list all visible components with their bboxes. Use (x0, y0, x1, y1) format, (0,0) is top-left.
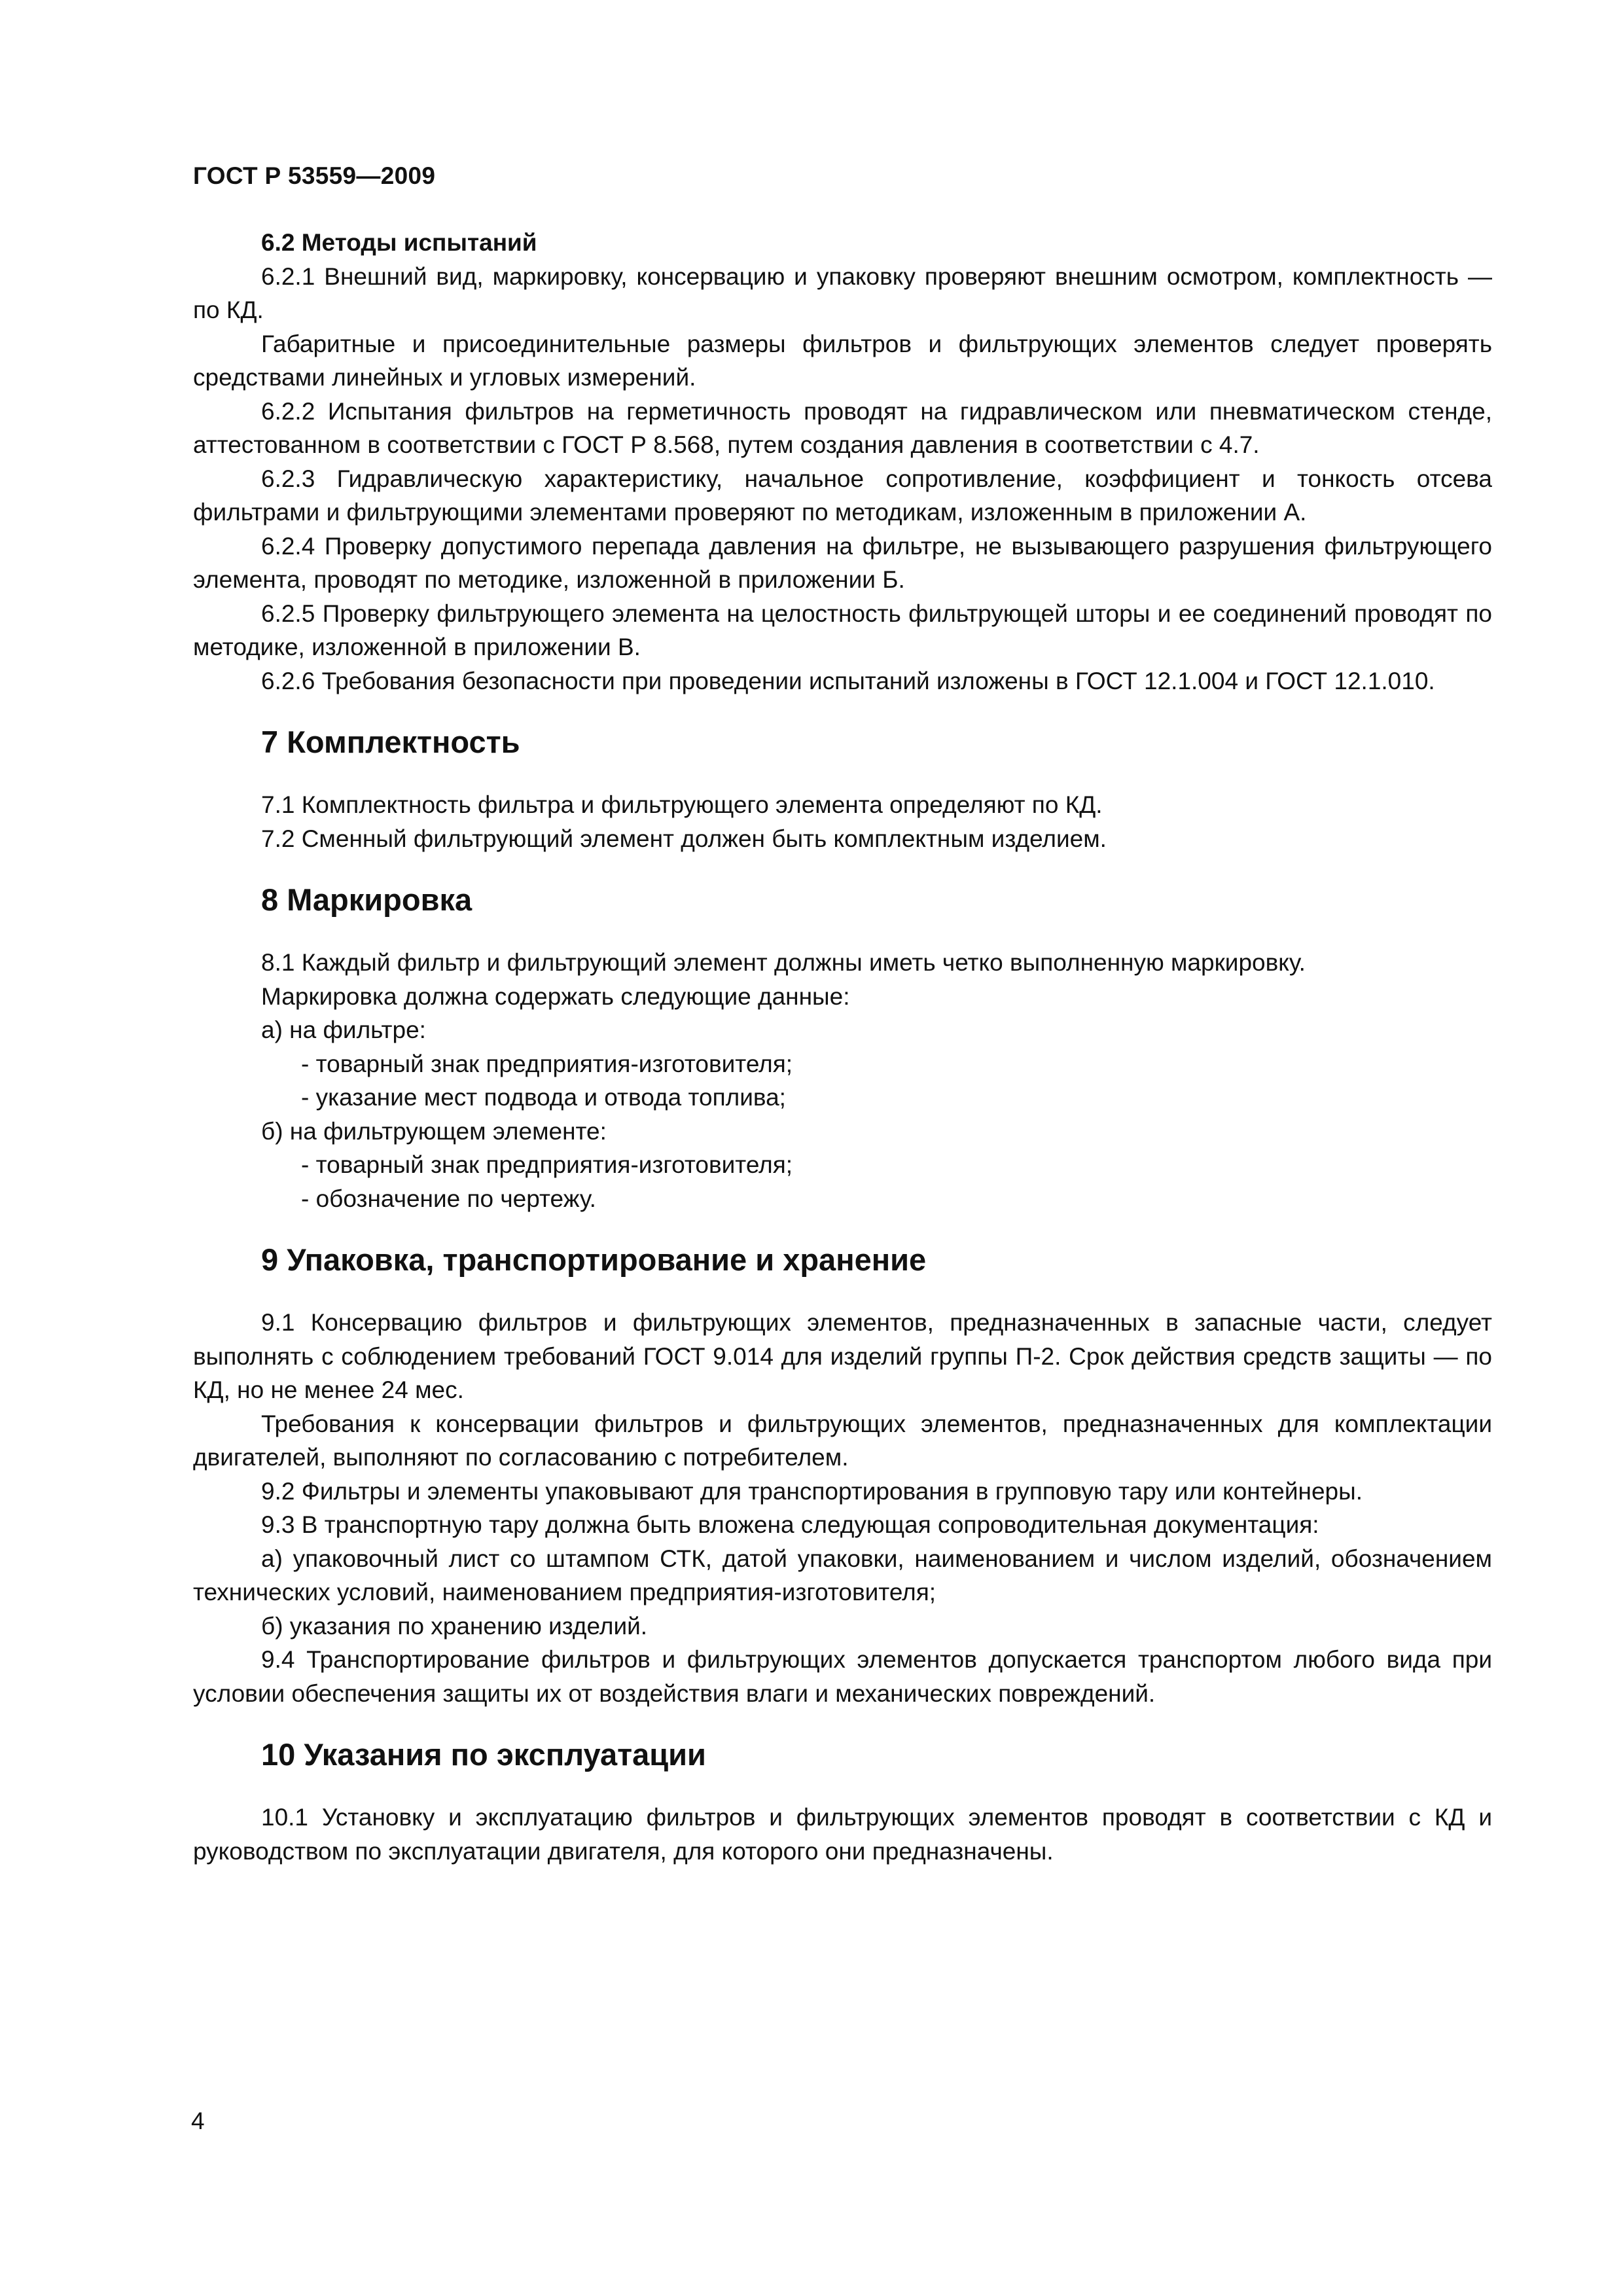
paragraph-7-2: 7.2 Сменный фильтрующий элемент должен быть комплектным изделием. (261, 825, 1107, 852)
list-item-a: а) на фильтре: (261, 1016, 426, 1043)
paragraph-9-3: 9.3 В транспортную тару должна быть вложена следующая сопроводительная документация: (261, 1511, 1319, 1538)
list-item-a2: - указание мест подвода и отвода топлива; (301, 1084, 786, 1111)
paragraph-10-1: 10.1 Установку и эксплуатацию фильтров и фильтрующих элементов проводят в соответствии с КД и руководством по эксплуатации двигателя, для которого они предназначены. (193, 1804, 1492, 1865)
section-heading-9: 9 Упаковка, транспортирование и хранение (261, 1242, 927, 1277)
paragraph-dimensions: Габаритные и присоединительные размеры фильтров и фильтрующих элементов следует проверять средствами линейных и угловых измерений. (193, 330, 1492, 391)
paragraph-8-1: 8.1 Каждый фильтр и фильтрующий элемент должны иметь четко выполненную маркировку. (261, 949, 1306, 976)
section-heading-10: 10 Указания по эксплуатации (261, 1737, 706, 1772)
paragraph-6-2-2: 6.2.2 Испытания фильтров на герметичность проводят на гидравлическом или пневматическом стенде, аттестованном в соответствии с ГОСТ Р 8.568, путем создания давления в соответствии с 4.7. (193, 397, 1492, 458)
list-item-a1: - товарный знак предприятия-изготовителя; (301, 1050, 793, 1077)
section-heading-8: 8 Маркировка (261, 882, 473, 917)
paragraph-9-1: 9.1 Консервацию фильтров и фильтрующих элементов, предназначенных в запасные части, следует выполнять с соблюдением требований ГОСТ 9.014 для изделий группы П-2. Срок действия средств защиты — по КД, но не менее 24 мес. (193, 1309, 1492, 1403)
page-number: 4 (191, 2108, 205, 2134)
paragraph-9-4: 9.4 Транспортирование фильтров и фильтрующих элементов допускается транспортом любого вида при условии обеспечения защиты их от воздействия влаги и механических повреждений. (193, 1646, 1492, 1707)
subsection-heading-6-2: 6.2 Методы испытаний (261, 229, 537, 256)
paragraph-9-2: 9.2 Фильтры и элементы упаковывают для транспортирования в групповую тару или контейнеры. (261, 1477, 1363, 1505)
paragraph-6-2-6: 6.2.6 Требования безопасности при проведении испытаний изложены в ГОСТ 12.1.004 и ГОСТ 12.1.010. (261, 667, 1435, 694)
paragraph-marking-contents: Маркировка должна содержать следующие данные: (261, 982, 850, 1010)
paragraph-9-3-b: б) указания по хранению изделий. (261, 1612, 648, 1640)
page-content (193, 226, 1492, 1868)
paragraph-6-2-4: 6.2.4 Проверку допустимого перепада давления на фильтре, не вызывающего разрушения фильтрующего элемента, проводят по методике, изложенной в приложении Б. (193, 532, 1492, 593)
list-item-b2: - обозначение по чертежу. (301, 1185, 596, 1212)
paragraph-7-1: 7.1 Комплектность фильтра и фильтрующего элемента определяют по КД. (261, 791, 1103, 818)
paragraph-9-3-a: а) упаковочный лист со штампом СТК, датой упаковки, наименованием и числом изделий, обозначением технических условий, наименованием предприятия-изготовителя; (193, 1545, 1492, 1605)
paragraph-conservation: Требования к консервации фильтров и фильтрующих элементов, предназначенных для комплектации двигателей, выполняют по согласованию с потребителем. (193, 1410, 1492, 1471)
paragraph-6-2-3: 6.2.3 Гидравлическую характеристику, начальное сопротивление, коэффициент и тонкость отсева фильтрами и фильтрующими элементами проверяют по методикам, изложенным в приложении А. (193, 465, 1492, 526)
paragraph-6-2-1: 6.2.1 Внешний вид, маркировку, консервацию и упаковку проверяют внешним осмотром, комплектность — по КД. (193, 262, 1492, 323)
paragraph-6-2-5: 6.2.5 Проверку фильтрующего элемента на целостность фильтрующей шторы и ее соединений проводят по методике, изложенной в приложении В. (193, 600, 1492, 660)
document-code-header: ГОСТ Р 53559—2009 (193, 162, 436, 189)
list-item-b1: - товарный знак предприятия-изготовителя; (301, 1151, 793, 1178)
list-item-b: б) на фильтрующем элементе: (261, 1117, 607, 1145)
section-heading-7: 7 Комплектность (261, 725, 520, 759)
